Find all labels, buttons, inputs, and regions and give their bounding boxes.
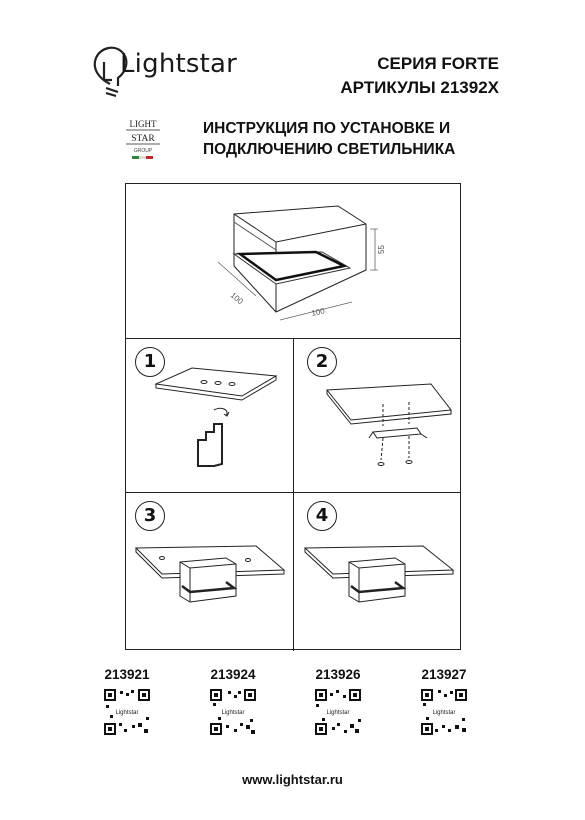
article-range: АРТИКУЛЫ 21392X	[340, 78, 499, 97]
svg-text:GROUP: GROUP	[133, 148, 153, 154]
title-line-1: ИНСТРУКЦИЯ ПО УСТАНОВКЕ И	[203, 120, 451, 137]
step-4-drawing	[293, 492, 462, 651]
step-2-drawing	[293, 338, 462, 492]
luminaire-dimension-drawing	[126, 184, 462, 338]
article-code-1: 213921	[104, 667, 150, 682]
instruction-title	[203, 118, 455, 160]
qr-label: Lightstar	[115, 710, 139, 716]
step-3-badge: 3	[135, 501, 165, 531]
qr-code-213927[interactable]	[421, 689, 467, 735]
installation-diagram	[125, 183, 461, 650]
qr-code-213921[interactable]	[104, 689, 150, 735]
svg-text:LIGHT: LIGHT	[129, 119, 157, 129]
brand-name: Lightstar	[120, 49, 238, 79]
step-2-badge: 2	[307, 347, 337, 377]
series-title: СЕРИЯ FORTE	[377, 54, 499, 73]
step-1-badge: 1	[135, 347, 165, 377]
svg-text:STAR: STAR	[131, 134, 155, 144]
dimension-height: 55	[377, 245, 386, 254]
step-3-drawing	[126, 492, 293, 651]
step-1-drawing	[126, 338, 293, 492]
step-4-badge: 4	[307, 501, 337, 531]
qr-label: Lightstar	[432, 710, 456, 716]
dimension-depth: 100	[228, 290, 245, 307]
qr-code-213924[interactable]	[210, 689, 256, 735]
article-code-4: 213927	[421, 667, 467, 682]
article-code-2: 213924	[210, 667, 256, 682]
series-info	[340, 52, 499, 100]
qr-label: Lightstar	[221, 710, 245, 716]
qr-label: Lightstar	[326, 710, 350, 716]
website-link[interactable]: www.lightstar.ru	[242, 772, 343, 787]
qr-code-213926[interactable]	[315, 689, 361, 735]
lightstar-group-emblem	[120, 115, 166, 163]
article-code-3: 213926	[315, 667, 361, 682]
dimension-width: 100	[310, 306, 326, 318]
title-line-2: ПОДКЛЮЧЕНИЮ СВЕТИЛЬНИКА	[203, 141, 456, 158]
